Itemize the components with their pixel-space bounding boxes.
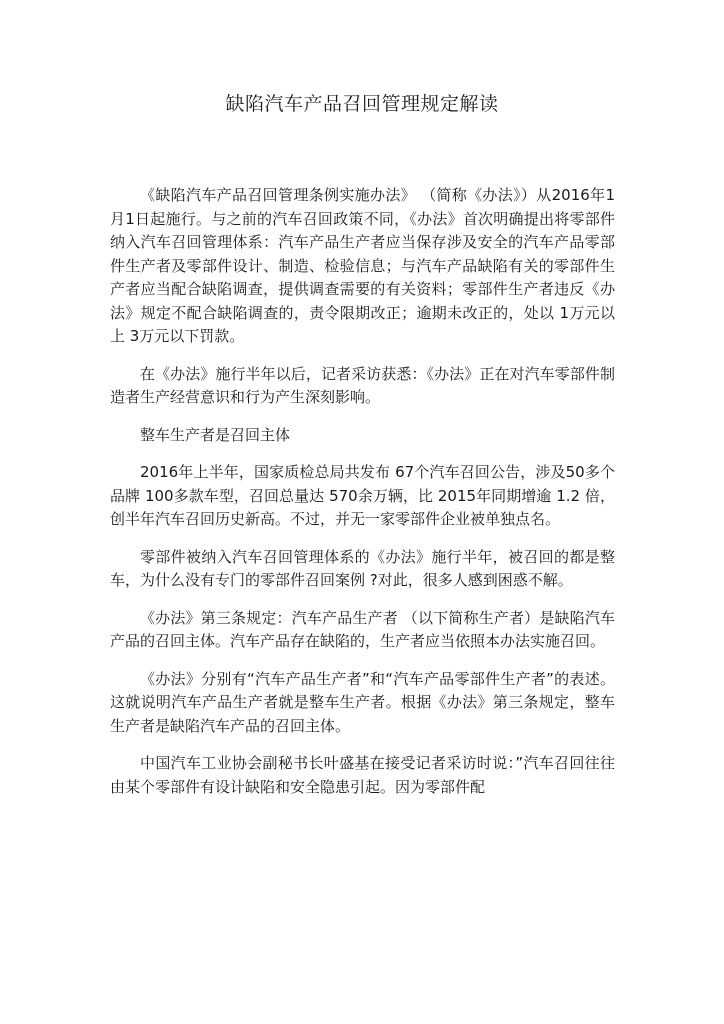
paragraph-quote: 中国汽车工业协会副秘书长叶盛基在接受记者采访时说：”汽车召回往往由某个零部件有设计缺陷和安全隐患引起。因为零部件配 xyxy=(110,754,615,796)
paragraph-article-three: 《办法》第三条规定：汽车产品生产者 （以下简称生产者）是缺陷汽车产品的召回主体。汽车产品存在缺陷的，生产者应当依照本办法实施召回。 xyxy=(110,608,615,650)
section-heading: 整车生产者是召回主体 xyxy=(140,425,291,444)
paragraph-definitions: 《办法》分别有“汽车产品生产者”和“汽车产品零部件生产者”的表述。这就说明汽车产品生产者就是整车生产者。根据《办法》第三条规定，整车生产者是缺陷汽车产品的召回主体。 xyxy=(110,669,615,735)
document-body xyxy=(110,184,615,813)
paragraph-question: 零部件被纳入汽车召回管理体系的《办法》施行半年，被召回的都是整车，为什么没有专门的零部件召回案例 ?对此，很多人感到困惑不解。 xyxy=(110,547,615,589)
paragraph-recall-stats: 2016年上半年，国家质检总局共发布 67个汽车召回公告，涉及50多个品牌 100多款车型，召回总量达 570余万辆，比 2015年同期增逾 1.2 倍，创半年汽车召回历史新高。不过，并无一家零部件企业被单独点名。 xyxy=(110,463,615,528)
document-title: 缺陷汽车产品召回管理规定解读 xyxy=(225,93,499,115)
paragraph-intro: 《缺陷汽车产品召回管理条例实施办法》 （简称《办法》）从2016年1月1日起施行。与之前的汽车召回政策不同，《办法》首次明确提出将零部件纳入汽车召回管理体系：汽车产品生产者应当保存涉及安全的汽车产品零部件生产者及零部件设计、制造、检验信息；与汽车产品缺陷有关的零部件生产者应当配合缺陷调查，提供调查需要的有关资料；零部件生产者违反《办法》规定不配合缺陷调查的，责令限期改正；逾期未改正的，处以 1万元以上 3万元以下罚款。 xyxy=(110,186,615,345)
paragraph-interview: 在《办法》施行半年以后，记者采访获悉：《办法》正在对汽车零部件制造者生产经营意识和行为产生深刻影响。 xyxy=(110,364,615,406)
